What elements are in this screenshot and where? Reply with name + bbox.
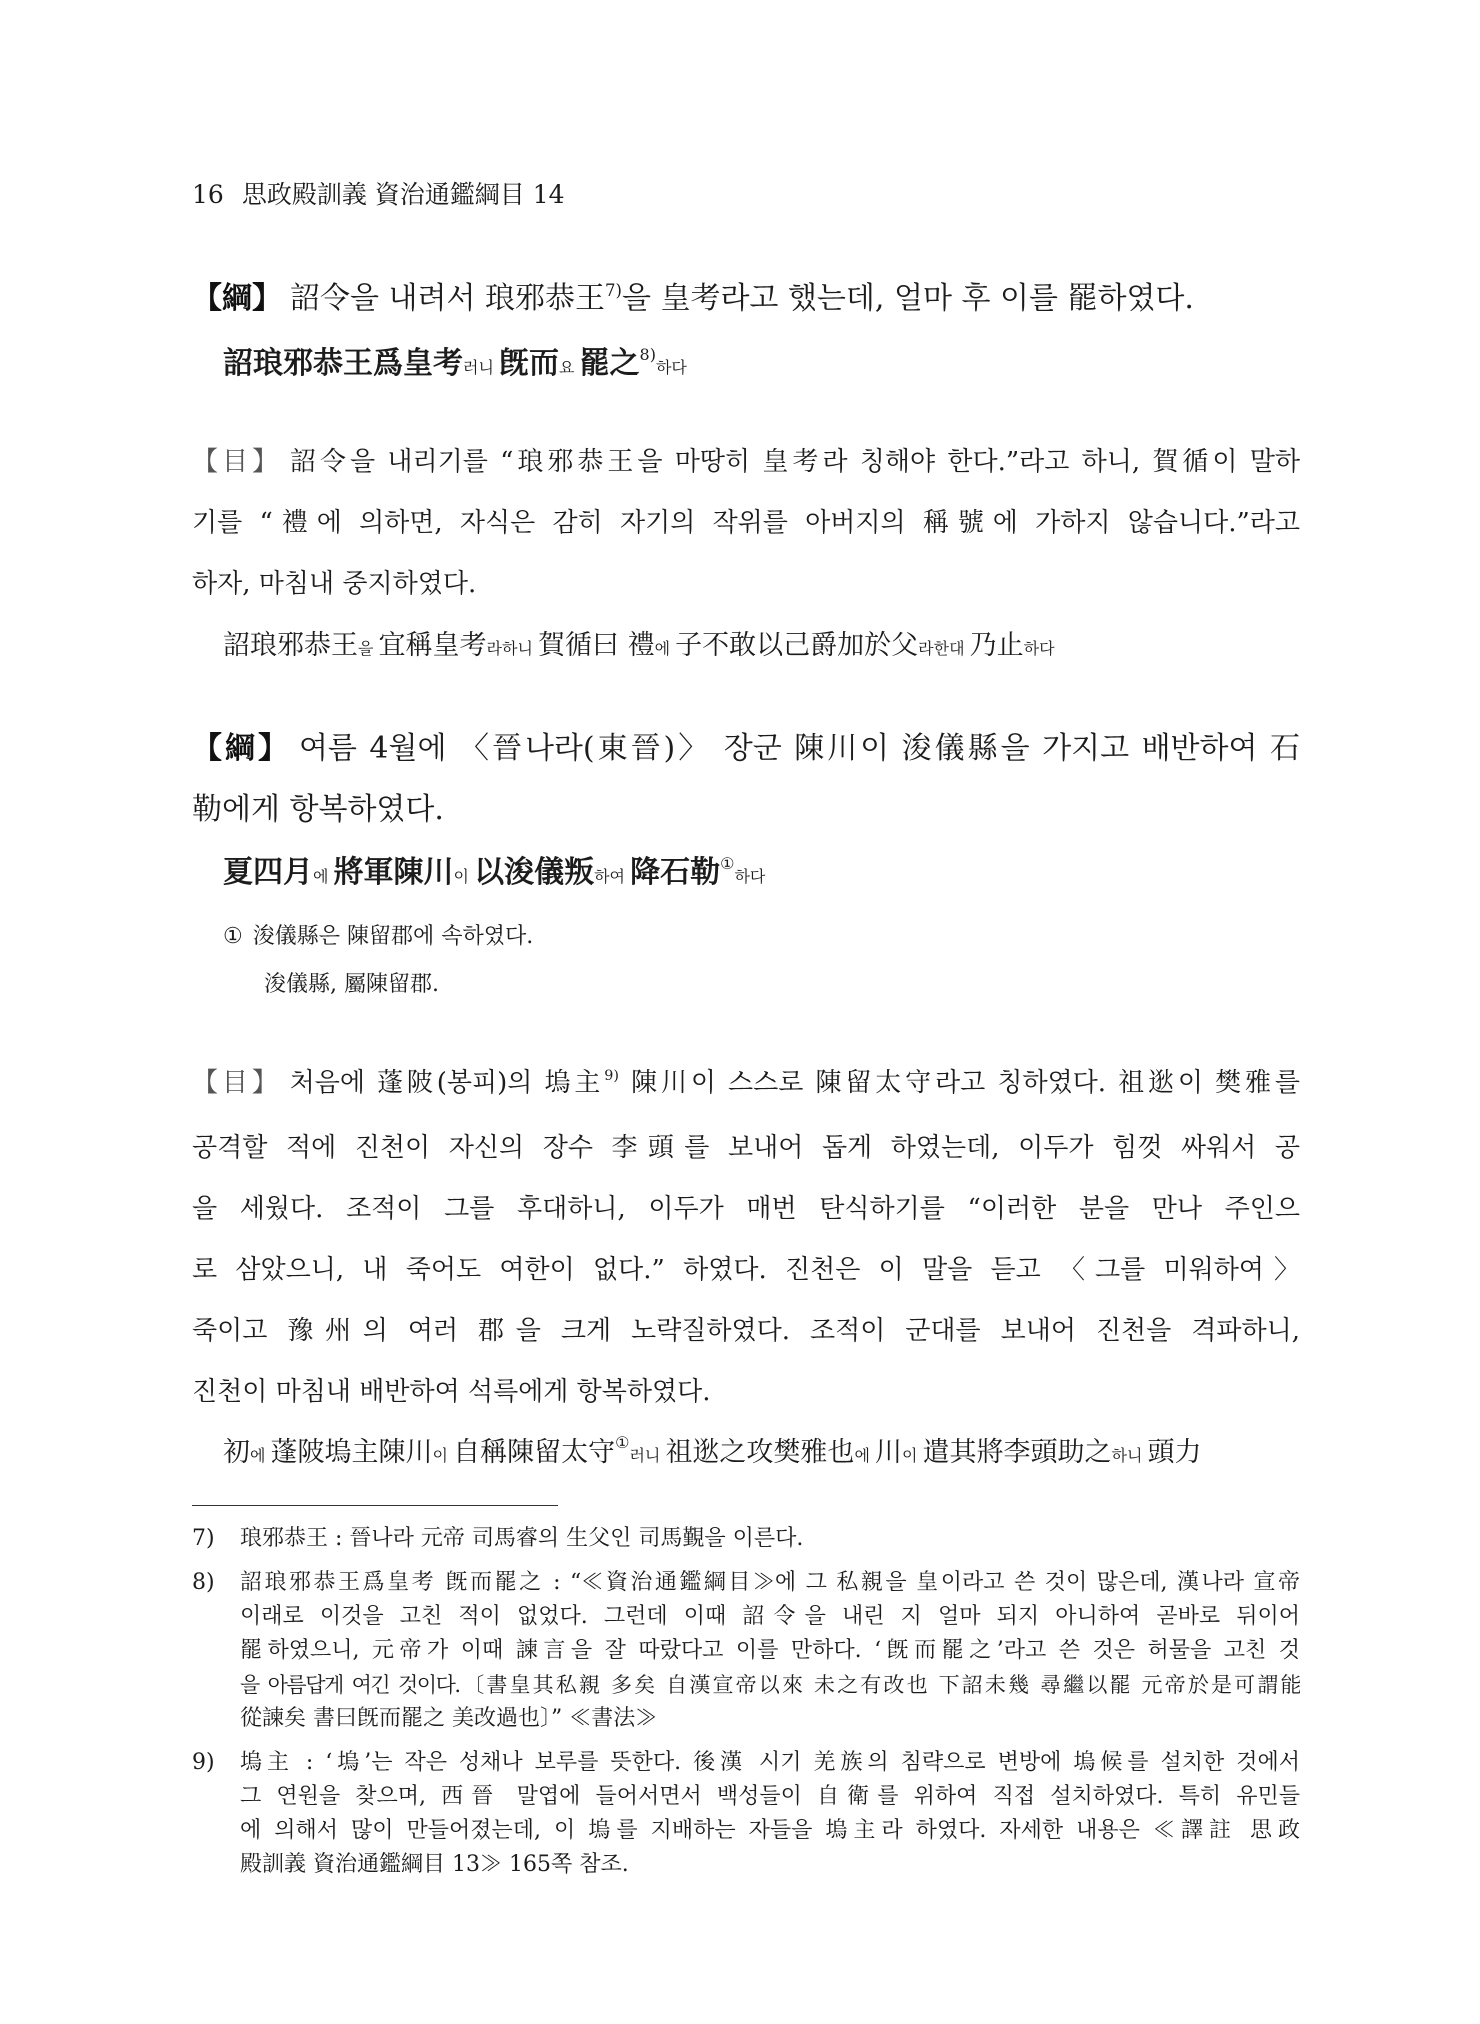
hanmun-text: 蓬陂塢主陳川: [270, 1437, 433, 1468]
hanmun-text: 賀循曰 禮: [538, 630, 655, 661]
hangul-particle: 이: [901, 1446, 923, 1465]
translation-line: [192, 276, 1300, 326]
hangul-particle: 이: [432, 1446, 454, 1465]
gang-marker: 【綱】: [192, 281, 282, 316]
hangul-particle: 이: [453, 867, 475, 886]
entry-gang-3-translation: [192, 718, 1300, 840]
footnote-ref-9: 9): [604, 1068, 619, 1085]
footnote-number: 7): [192, 1526, 215, 1551]
footnote-line: 그 연원을 찾으며, 西晉 말엽에 들어서면서 백성들이 自衛를 위하여 직접 설치하였다. 특히 유민들: [240, 1784, 1300, 1809]
hangul-particle: 을: [358, 639, 379, 658]
footnotes: [192, 1522, 1300, 1892]
hanmun-text: 乃止: [969, 630, 1024, 661]
hanmun-text: 宜稱皇考: [378, 630, 487, 661]
footnote-number: 9): [192, 1750, 215, 1775]
translation-text: 여름 4월에 〈晉나라(東晉)〉 장군 陳川이 浚儀縣을 가지고 배반하여 石: [298, 731, 1300, 766]
note-ref-1: ①: [720, 854, 735, 874]
hangul-particle: 하여: [594, 867, 631, 886]
footnote-ref-8: 8): [639, 345, 656, 365]
entry-gang-3-source: [223, 851, 1300, 899]
hanmun-text: 子不敢以己爵加於父: [675, 630, 919, 661]
footnote-line: 從諫矣 書曰旣而罷之 美改過也〕” ≪書法≫: [240, 1706, 658, 1731]
translation-line: 하자, 마침내 중지하였다.: [192, 569, 477, 599]
translation-line: 을 세웠다. 조적이 그를 후대하니, 이두가 매번 탄식하기를 “이러한 분을 만나 주인으: [192, 1194, 1300, 1224]
footnote-separator: [192, 1505, 558, 1506]
footnote-body: [240, 1566, 1300, 1736]
hanmun-text: 初: [223, 1437, 250, 1468]
entry-mok-4-source: [223, 1431, 1300, 1478]
note-ref-1: ①: [615, 1433, 630, 1453]
hanmun-text: 川: [874, 1437, 902, 1468]
footnote-line: 을 아름답게 여긴 것이다.〔書皇其私親 多矣 自漢宣帝以來 未之有改也 下詔未幾 尋繼以罷 元帝於是可謂能: [240, 1673, 1300, 1697]
mok-marker: 【目】: [192, 447, 282, 477]
hanmun-text: 罷之: [579, 346, 640, 381]
footnote-7: [192, 1522, 1300, 1556]
footnote-body: [240, 1522, 1300, 1556]
footnote-8: [192, 1566, 1300, 1736]
entry-mok-2-source: [223, 624, 1300, 671]
running-head: [192, 178, 565, 212]
hanmun-text: 降石勒: [630, 855, 721, 890]
footnote-line: 詔琅邪恭王爲皇考 旣而罷之 : “≪資治通鑑綱目≫에 그 私親을 皇이라고 쓴 것이 많은데, 漢나라 宣帝: [240, 1570, 1300, 1595]
translation-text: 詔令을 내려서 琅邪恭王: [290, 281, 605, 316]
hangul-particle: 하다: [1023, 639, 1055, 658]
footnote-number: 8): [192, 1570, 215, 1595]
footnote-line: 罷하였으니, 元帝가 이때 諫言을 잘 따랐다고 이를 만하다. ‘旣而罷之’라고 쓴 것은 허물을 고친 것: [240, 1638, 1300, 1663]
entry-mok-4-translation: [192, 1053, 1300, 1423]
footnote-line: 에 의해서 많이 만들어졌는데, 이 塢를 지배하는 자들을 塢主라 하였다. 자세한 내용은 ≪譯註 思政: [240, 1818, 1300, 1843]
translation-line: 기를 “禮에 의하면, 자식은 감히 자기의 작위를 아버지의 稱號에 가하지 않습니다.”라고: [192, 508, 1300, 538]
hangul-particle: 하다: [734, 867, 766, 886]
footnote-9: [192, 1746, 1300, 1882]
hangul-particle: 에: [654, 639, 676, 658]
hangul-particle: 라한대: [918, 639, 970, 658]
hangul-particle: 라하니: [486, 639, 539, 658]
entry-gang-1-source: [223, 342, 1300, 390]
hanmun-text: 夏四月: [223, 855, 313, 890]
hangul-particle: 러니: [629, 1446, 666, 1465]
hangul-particle: 하니: [1111, 1446, 1148, 1465]
footnote-line: 이래로 이것을 고친 적이 없었다. 그런데 이때 詔令을 내린 지 얼마 되지 아니하여 곧바로 뒤이어: [240, 1604, 1300, 1629]
footnote-line: 塢主 : ‘塢’는 작은 성채나 보루를 뜻한다. 後漢 시기 羌族의 침략으로 변방에 塢候를 설치한 것에서: [240, 1750, 1300, 1775]
entry-mok-2-translation: [192, 432, 1300, 615]
translation-line: 진천이 마침내 배반하여 석륵에게 항복하였다.: [192, 1377, 711, 1407]
hangul-particle: 러니: [463, 358, 499, 377]
hanmun-text: 詔琅邪恭王爲皇考: [223, 346, 463, 381]
note-mark: ①: [223, 924, 243, 949]
hangul-particle: 하다: [655, 358, 687, 377]
page-number: 16: [192, 180, 224, 209]
translation-line: [192, 432, 1300, 493]
translation-text: 詔令을 내리기를 “琅邪恭王을 마땅히 皇考라 칭해야 한다.”라고 하니, 賀循이 말하: [290, 447, 1300, 477]
hanmun-text: 祖逖之攻樊雅也: [665, 1437, 855, 1468]
entry-gang-1-translation: [192, 276, 1300, 326]
translation-line: [192, 1053, 1300, 1118]
translation-line: 공격할 적에 진천이 자신의 장수 李頭를 보내어 돕게 하였는데, 이두가 힘껏 싸워서 공: [192, 1133, 1300, 1163]
mok-marker: 【目】: [192, 1068, 282, 1098]
translation-line: 勒에게 항복하였다.: [192, 792, 444, 827]
translation-line: 로 삼았으니, 내 죽어도 여한이 없다.” 하였다. 진천은 이 말을 듣고 〈그를 미워하여〉: [192, 1255, 1300, 1285]
hanmun-text: 詔琅邪恭王: [223, 630, 358, 661]
hangul-particle: 에: [854, 1446, 875, 1465]
footnote-line: 琅邪恭王 : 晉나라 元帝 司馬睿의 生父인 司馬覲을 이른다.: [240, 1526, 804, 1551]
translation-line: [192, 718, 1300, 779]
hanmun-text: 頭力: [1147, 1437, 1202, 1468]
translation-line: 죽이고 豫州의 여러 郡을 크게 노략질하였다. 조적이 군대를 보내어 진천을 격파하니,: [192, 1316, 1300, 1346]
hanmun-text: 遣其將李頭助之: [922, 1437, 1112, 1468]
note-translation: 浚儀縣은 陳留郡에 속하였다.: [252, 924, 534, 949]
translation-text: 을 皇考라고 했는데, 얼마 후 이를 罷하였다.: [621, 281, 1194, 316]
hanmun-text: 將軍陳川: [333, 855, 454, 890]
gang-marker: 【綱】: [192, 731, 291, 766]
note-translation-line: [223, 913, 1300, 961]
running-head-title: 思政殿訓義 資治通鑑綱目 14: [241, 180, 565, 209]
translation-text: 陳川이 스스로 陳留太守라고 칭하였다. 祖逖이 樊雅를: [618, 1068, 1300, 1098]
hangul-particle: 에: [250, 1446, 271, 1465]
translation-text: 처음에 蓬陂(봉피)의 塢主: [289, 1068, 605, 1098]
hangul-particle: 에: [313, 867, 334, 886]
hanmun-text: 旣而: [499, 346, 559, 381]
annotation-note-1: [223, 913, 1300, 1009]
footnote-line: 殿訓義 資治通鑑綱目 13≫ 165쪽 참조.: [240, 1852, 629, 1877]
hangul-particle: 요: [559, 358, 580, 377]
hanmun-text: 自稱陳留太守: [453, 1437, 616, 1468]
footnote-body: [240, 1746, 1300, 1882]
footnote-ref-7: 7): [605, 280, 622, 300]
hanmun-text: 以浚儀叛: [474, 855, 595, 890]
note-original: 浚儀縣, 屬陳留郡.: [264, 972, 439, 997]
